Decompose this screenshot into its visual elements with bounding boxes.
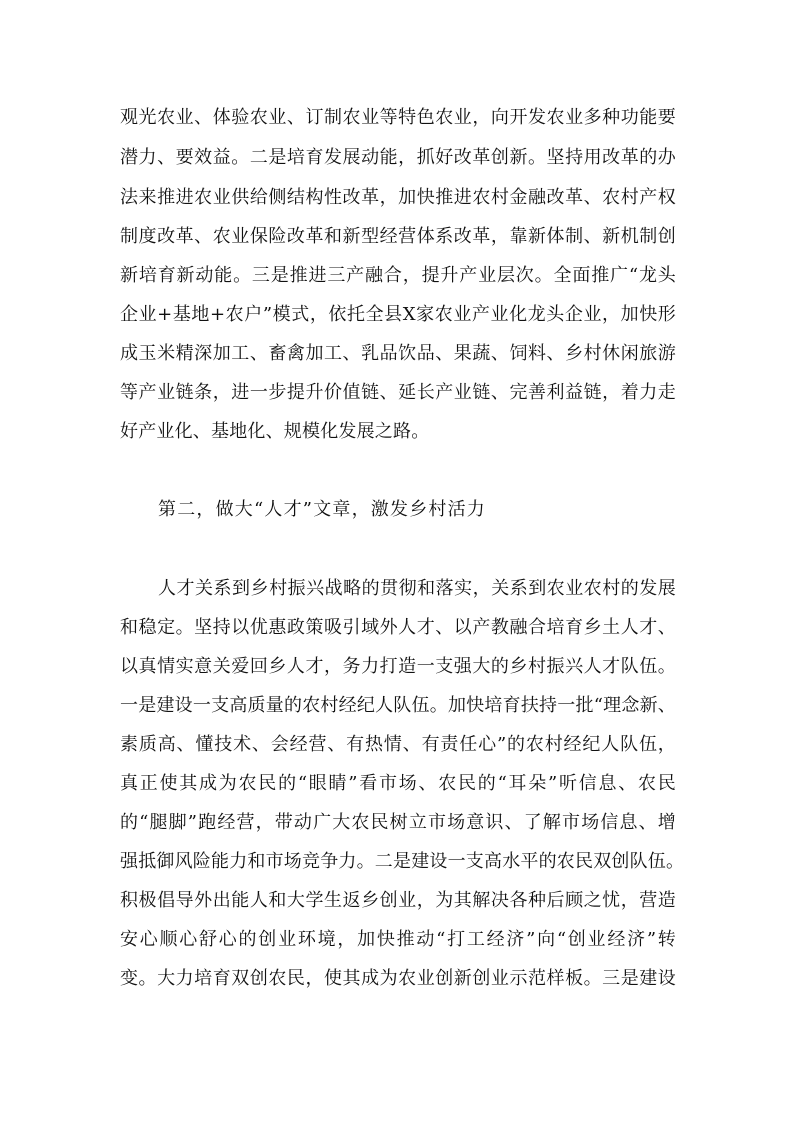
paragraph-2-line-11: 变。大力培育双创农民，使其成为农业创新创业示范样板。三是建设 [120,968,676,989]
paragraph-2-line-5: 素质高、懂技术、会经营、有热情、有责任心”的农村经纪人队伍， [120,734,676,755]
paragraph-2-line-7: 的“腿脚”跑经营，带动广大农民树立市场意识、了解市场信息、增 [120,812,676,833]
paragraph-1-line-4: 制度改革、农业保险改革和新型经营体系改革，靠新体制、新机制创 [120,226,676,247]
section-heading: 第二，做大“人才”文章，激发乡村活力 [158,499,487,520]
paragraph-1-line-1: 观光农业、体验农业、订制农业等特色农业，向开发农业多种功能要 [120,107,676,128]
paragraph-1-line-6: 企业+基地+农户”模式，依托全县X家农业产业化龙头企业，加快形 [120,304,676,325]
paragraph-2-line-8: 强抵御风险能力和市场竞争力。二是建设一支高水平的农民双创队伍。 [120,851,685,872]
paragraph-2-line-2: 和稳定。坚持以优惠政策吸引域外人才、以产教融合培育乡土人才、 [120,617,676,638]
paragraph-1-line-5: 新培育新动能。三是推进三产融合，提升产业层次。全面推广“龙头 [120,265,676,286]
paragraph-2-line-9: 积极倡导外出能人和大学生返乡创业，为其解决各种后顾之忧，营造 [120,890,676,911]
paragraph-1-line-7: 成玉米精深加工、畜禽加工、乳品饮品、果蔬、饲料、乡村休闲旅游 [120,343,676,364]
paragraph-2-line-6: 真正使其成为农民的“眼睛”看市场、农民的“耳朵”听信息、农民 [120,773,676,794]
paragraph-2-line-1: 人才关系到乡村振兴战略的贯彻和落实，关系到农业农村的发展 [158,578,676,599]
paragraph-2-line-4: 一是建设一支高质量的农村经纪人队伍。加快培育扶持一批“理念新、 [120,695,676,716]
paragraph-2-line-10: 安心顺心舒心的创业环境，加快推动“打工经济”向“创业经济”转 [120,929,676,950]
paragraph-2-line-3: 以真情实意关爱回乡人才，务力打造一支强大的乡村振兴人才队伍。 [120,656,676,677]
paragraph-1-line-3: 法来推进农业供给侧结构性改革，加快推进农村金融改革、农村产权 [120,187,676,208]
paragraph-1-line-8: 等产业链条，进一步提升价值链、延长产业链、完善利益链，着力走 [120,382,676,403]
paragraph-1-line-2: 潜力、要效益。二是培育发展动能，抓好改革创新。坚持用改革的办 [120,147,676,168]
paragraph-1-line-9: 好产业化、基地化、规模化发展之路。 [120,421,430,442]
